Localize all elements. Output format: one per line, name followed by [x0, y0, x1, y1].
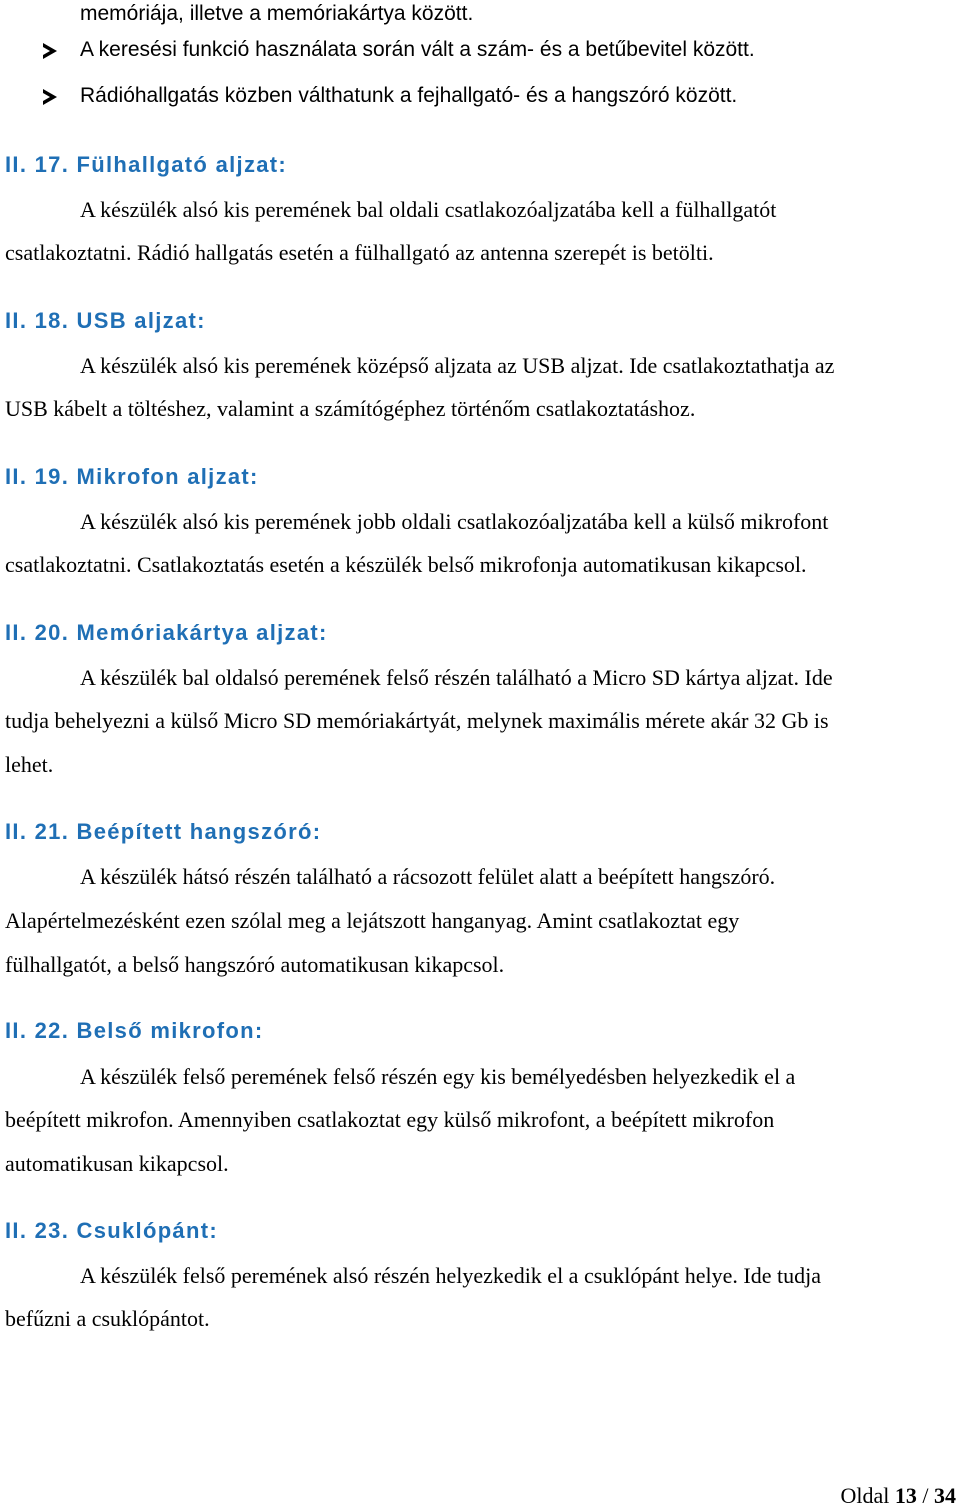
paragraph-line: A készülék alsó kis peremének bal oldali csatlakozóaljzatába kell a fülhallgatót	[80, 197, 777, 222]
paragraph-line: tudja behelyezni a külső Micro SD memóriakártyát, melynek maximális mérete akár 32 Gb is	[5, 708, 829, 733]
paragraph-line: A készülék felső peremének alsó részén helyezkedik el a csuklópánt helye. Ide tudja	[80, 1263, 821, 1288]
section-heading: II. 18. USB aljzat:	[5, 308, 206, 333]
page-separator: /	[916, 1483, 934, 1508]
arrow-bullet-icon	[43, 43, 57, 59]
page-total: 34	[934, 1483, 956, 1508]
bullet-text: Rádióhallgatás közben válthatunk a fejhallgató- és a hangszóró között.	[80, 84, 738, 107]
paragraph-line: A készülék alsó kis peremének középső aljzata az USB aljzat. Ide csatlakoztathatja az	[80, 353, 835, 378]
paragraph-line: csatlakoztatni. Rádió hallgatás esetén a fülhallgató az antenna szerepét is betölti.	[5, 240, 714, 265]
paragraph-line: USB kábelt a töltéshez, valamint a számítógéphez történőm csatlakoztatáshoz.	[5, 396, 696, 421]
section-heading: II. 22. Belső mikrofon:	[5, 1018, 264, 1043]
paragraph-line: A készülék hátsó részén található a rácsozott felület alatt a beépített hangszóró.	[80, 864, 776, 889]
section-heading: II. 20. Memóriakártya aljzat:	[5, 620, 328, 645]
page-current: 13	[894, 1483, 917, 1508]
page-number	[840, 1483, 956, 1509]
paragraph-line: befűzni a csuklópántot.	[5, 1306, 210, 1331]
paragraph-line: A készülék alsó kis peremének jobb oldali csatlakozóaljzatába kell a külső mikrofont	[80, 509, 829, 534]
section-heading: II. 21. Beépített hangszóró:	[5, 819, 322, 844]
section-heading: II. 19. Mikrofon aljzat:	[5, 464, 259, 489]
section-heading: II. 23. Csuklópánt:	[5, 1218, 218, 1243]
paragraph-line: A készülék bal oldalsó peremének felső részén található a Micro SD kártya aljzat. Ide	[80, 665, 833, 690]
paragraph-line: fülhallgatót, a belső hangszóró automatikusan kikapcsol.	[5, 952, 505, 977]
paragraph-line: beépített mikrofon. Amennyiben csatlakoztat egy külső mikrofont, a beépített mikrofon	[5, 1107, 775, 1132]
paragraph-line: A készülék felső peremének felső részén egy kis bemélyedésben helyezkedik el a	[80, 1064, 796, 1089]
section-heading: II. 17. Fülhallgató aljzat:	[5, 152, 288, 177]
paragraph-line: automatikusan kikapcsol.	[5, 1151, 229, 1176]
paragraph-line: Alapértelmezésként ezen szólal meg a lejátszott hanganyag. Amint csatlakoztat egy	[5, 908, 740, 933]
paragraph-line: lehet.	[5, 752, 54, 777]
page-prefix: Oldal	[840, 1483, 895, 1508]
paragraph-line: csatlakoztatni. Csatlakoztatás esetén a készülék belső mikrofonja automatikusan kikapcsol.	[5, 552, 807, 577]
continued-text-line: memóriája, illetve a memóriakártya között.	[80, 2, 474, 25]
bullet-text: A keresési funkció használata során vált a szám- és a betűbevitel között.	[80, 38, 755, 61]
arrow-bullet-icon	[43, 89, 57, 105]
